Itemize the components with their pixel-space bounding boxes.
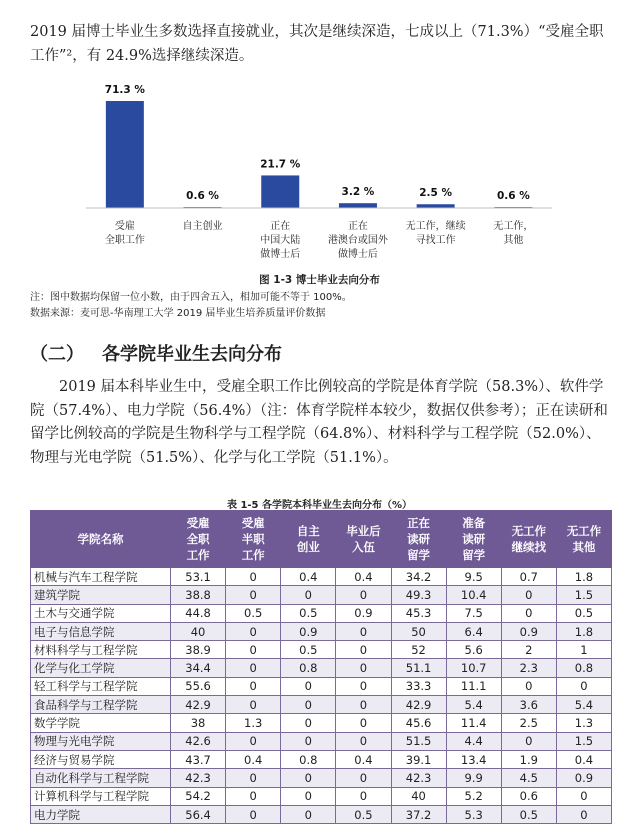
chart-data-label: 0.6 % xyxy=(496,190,530,203)
chart-note: 注：图中数据均保留一位小数，由于四舍五入，相加可能不等于 100%。 xyxy=(30,292,352,303)
percent-cell: 0 xyxy=(226,586,281,604)
college-name-cell: 自动化科学与工程学院 xyxy=(31,769,171,787)
percent-cell: 11.4 xyxy=(446,714,501,732)
percent-cell: 0 xyxy=(556,787,611,805)
column-header: 受雇 半职 工作 xyxy=(226,511,281,568)
percent-cell: 0 xyxy=(281,714,336,732)
table-row xyxy=(31,750,612,768)
chart-data-label: 3.2 % xyxy=(341,186,375,199)
column-header: 无工作 其他 xyxy=(556,511,611,568)
percent-cell: 5.4 xyxy=(446,696,501,714)
percent-cell: 0.5 xyxy=(336,805,391,823)
college-name-cell: 轻工科学与工程学院 xyxy=(31,677,171,695)
percent-cell: 43.7 xyxy=(171,750,226,768)
percent-cell: 53.1 xyxy=(171,568,226,586)
table-row xyxy=(31,568,612,586)
percent-cell: 0 xyxy=(336,769,391,787)
percent-cell: 0.5 xyxy=(501,805,556,823)
percent-cell: 0 xyxy=(226,732,281,750)
chart-bar xyxy=(261,175,299,208)
table-row xyxy=(31,604,612,622)
percent-cell: 0 xyxy=(226,787,281,805)
college-name-cell: 建筑学院 xyxy=(31,586,171,604)
percent-cell: 0.9 xyxy=(281,622,336,640)
percent-cell: 1.3 xyxy=(556,714,611,732)
college-name-cell: 电力学院 xyxy=(31,805,171,823)
section-title: 各学院毕业生去向分布 xyxy=(102,344,282,365)
percent-cell: 0.5 xyxy=(281,604,336,622)
percent-cell: 0.5 xyxy=(281,641,336,659)
percent-cell: 0 xyxy=(226,659,281,677)
chart-source: 数据来源：麦可思-华南理工大学 2019 届毕业生培养质量评价数据 xyxy=(30,308,326,319)
percent-cell: 50 xyxy=(391,622,446,640)
percent-cell: 0.5 xyxy=(556,604,611,622)
percent-cell: 39.1 xyxy=(391,750,446,768)
percent-cell: 0 xyxy=(226,677,281,695)
percent-cell: 33.3 xyxy=(391,677,446,695)
percent-cell: 51.5 xyxy=(391,732,446,750)
percent-cell: 0.9 xyxy=(501,622,556,640)
percent-cell: 5.4 xyxy=(556,696,611,714)
percent-cell: 34.2 xyxy=(391,568,446,586)
percent-cell: 0.4 xyxy=(226,750,281,768)
percent-cell: 5.6 xyxy=(446,641,501,659)
percent-cell: 0 xyxy=(336,787,391,805)
percent-cell: 38.8 xyxy=(171,586,226,604)
percent-cell: 0.4 xyxy=(336,568,391,586)
percent-cell: 1.8 xyxy=(556,622,611,640)
column-header: 无工作 继续找 xyxy=(501,511,556,568)
column-header: 准备 读研 留学 xyxy=(446,511,501,568)
section-heading xyxy=(30,340,282,366)
percent-cell: 0 xyxy=(281,787,336,805)
percent-cell: 0.4 xyxy=(336,750,391,768)
percent-cell: 0 xyxy=(336,641,391,659)
percent-cell: 2.5 xyxy=(501,714,556,732)
college-name-cell: 食品科学与工程学院 xyxy=(31,696,171,714)
percent-cell: 0 xyxy=(336,677,391,695)
percent-cell: 0 xyxy=(226,568,281,586)
percent-cell: 9.9 xyxy=(446,769,501,787)
percent-cell: 1.5 xyxy=(556,732,611,750)
column-header: 自主 创业 xyxy=(281,511,336,568)
college-name-cell: 数学学院 xyxy=(31,714,171,732)
percent-cell: 40 xyxy=(171,622,226,640)
college-name-cell: 土木与交通学院 xyxy=(31,604,171,622)
percent-cell: 0 xyxy=(501,586,556,604)
intro-paragraph: 2019 届博士毕业生多数选择直接就业，其次是继续深造，七成以上（71.3%）“受雇全职工作”²，有 24.9%选择继续深造。 xyxy=(30,24,604,64)
chart-category-label: 无工作，其他 xyxy=(493,221,534,246)
table-row xyxy=(31,696,612,714)
percent-cell: 0 xyxy=(336,622,391,640)
percent-cell: 42.6 xyxy=(171,732,226,750)
percent-cell: 0 xyxy=(281,696,336,714)
column-header: 正在 读研 留学 xyxy=(391,511,446,568)
percent-cell: 5.3 xyxy=(446,805,501,823)
college-name-cell: 计算机科学与工程学院 xyxy=(31,787,171,805)
percent-cell: 1.9 xyxy=(501,750,556,768)
percent-cell: 13.4 xyxy=(446,750,501,768)
percent-cell: 42.3 xyxy=(391,769,446,787)
college-name-cell: 经济与贸易学院 xyxy=(31,750,171,768)
percent-cell: 0 xyxy=(556,805,611,823)
chart-data-label: 71.3 % xyxy=(104,84,145,96)
college-name-cell: 材料科学与工程学院 xyxy=(31,641,171,659)
percent-cell: 0 xyxy=(336,732,391,750)
percent-cell: 42.9 xyxy=(171,696,226,714)
chart-category-label: 无工作，继续寻找工作 xyxy=(405,221,466,246)
percent-cell: 0 xyxy=(226,622,281,640)
college-destination-table xyxy=(30,510,612,824)
percent-cell: 45.3 xyxy=(391,604,446,622)
table-row xyxy=(31,805,612,823)
chart-data-label: 21.7 % xyxy=(260,158,301,171)
percent-cell: 0 xyxy=(281,769,336,787)
chart-bar xyxy=(339,203,377,208)
percent-cell: 10.4 xyxy=(446,586,501,604)
chart-data-label: 2.5 % xyxy=(419,187,453,200)
chart-category-label: 自主创业 xyxy=(182,221,223,232)
destination-bar-chart xyxy=(0,0,639,300)
percent-cell: 11.1 xyxy=(446,677,501,695)
column-header: 受雇 全职 工作 xyxy=(171,511,226,568)
percent-cell: 5.2 xyxy=(446,787,501,805)
section-paragraph: 2019 届本科毕业生中，受雇全职工作比例较高的学院是体育学院（58.3%）、软件学院（57.4%）、电力学院（56.4%）（注：体育学院样本较少，数据仅供参考）；正在读研和留学比例较高的学院是生物科学与工程学院（64.8%）、材料科学与工程学院（52.0%）、物理与光电学院（51.5%）、化学与化工学院（51.1%）。 xyxy=(30,379,608,466)
percent-cell: 51.1 xyxy=(391,659,446,677)
percent-cell: 0 xyxy=(556,677,611,695)
chart-bar xyxy=(417,204,455,208)
percent-cell: 0 xyxy=(336,659,391,677)
percent-cell: 2.3 xyxy=(501,659,556,677)
chart-category-label: 正在中国大陆做博士后 xyxy=(260,221,301,260)
table-row xyxy=(31,677,612,695)
percent-cell: 3.6 xyxy=(501,696,556,714)
percent-cell: 0 xyxy=(501,604,556,622)
percent-cell: 0 xyxy=(501,677,556,695)
percent-cell: 0.6 xyxy=(501,787,556,805)
percent-cell: 0.8 xyxy=(281,659,336,677)
college-name-cell: 物理与光电学院 xyxy=(31,732,171,750)
percent-cell: 0.4 xyxy=(281,568,336,586)
percent-cell: 4.4 xyxy=(446,732,501,750)
percent-cell: 42.3 xyxy=(171,769,226,787)
percent-cell: 4.5 xyxy=(501,769,556,787)
table-row xyxy=(31,714,612,732)
percent-cell: 0 xyxy=(336,696,391,714)
percent-cell: 0 xyxy=(281,732,336,750)
table-row xyxy=(31,586,612,604)
chart-bar xyxy=(106,101,144,208)
percent-cell: 0.5 xyxy=(226,604,281,622)
percent-cell: 0 xyxy=(281,805,336,823)
percent-cell: 45.6 xyxy=(391,714,446,732)
percent-cell: 0 xyxy=(336,586,391,604)
table-row xyxy=(31,641,612,659)
percent-cell: 10.7 xyxy=(446,659,501,677)
percent-cell: 38 xyxy=(171,714,226,732)
table-row xyxy=(31,732,612,750)
college-name-cell: 机械与汽车工程学院 xyxy=(31,568,171,586)
percent-cell: 0 xyxy=(226,769,281,787)
percent-cell: 56.4 xyxy=(171,805,226,823)
percent-cell: 0 xyxy=(226,641,281,659)
chart-title: 图 1-3 博士毕业去向分布 xyxy=(259,274,380,286)
percent-cell: 9.5 xyxy=(446,568,501,586)
percent-cell: 42.9 xyxy=(391,696,446,714)
percent-cell: 1.3 xyxy=(226,714,281,732)
percent-cell: 52 xyxy=(391,641,446,659)
percent-cell: 0.4 xyxy=(556,750,611,768)
percent-cell: 6.4 xyxy=(446,622,501,640)
percent-cell: 55.6 xyxy=(171,677,226,695)
percent-cell: 0 xyxy=(336,714,391,732)
percent-cell: 1.5 xyxy=(556,586,611,604)
percent-cell: 37.2 xyxy=(391,805,446,823)
percent-cell: 7.5 xyxy=(446,604,501,622)
chart-category-label: 受雇全职工作 xyxy=(104,221,145,246)
section-number: （二） xyxy=(30,344,84,365)
table-row xyxy=(31,622,612,640)
table-row xyxy=(31,769,612,787)
percent-cell: 34.4 xyxy=(171,659,226,677)
percent-cell: 40 xyxy=(391,787,446,805)
college-name-cell: 化学与化工学院 xyxy=(31,659,171,677)
column-header-college: 学院名称 xyxy=(31,511,171,568)
percent-cell: 0 xyxy=(226,805,281,823)
chart-data-label: 0.6 % xyxy=(186,190,219,203)
college-name-cell: 电子与信息学院 xyxy=(31,622,171,640)
percent-cell: 0 xyxy=(281,677,336,695)
table-row xyxy=(31,659,612,677)
table-row xyxy=(31,787,612,805)
table-title: 表 1-5 各学院本科毕业生去向分布（%） xyxy=(226,500,413,511)
percent-cell: 1.8 xyxy=(556,568,611,586)
percent-cell: 2 xyxy=(501,641,556,659)
chart-category-label: 正在港澳台或国外做博士后 xyxy=(327,221,388,260)
percent-cell: 54.2 xyxy=(171,787,226,805)
percent-cell: 0 xyxy=(281,586,336,604)
percent-cell: 0.9 xyxy=(556,769,611,787)
column-header: 毕业后 入伍 xyxy=(336,511,391,568)
percent-cell: 0 xyxy=(226,696,281,714)
percent-cell: 0.8 xyxy=(281,750,336,768)
percent-cell: 0.8 xyxy=(556,659,611,677)
percent-cell: 38.9 xyxy=(171,641,226,659)
table-header-row xyxy=(31,511,612,568)
percent-cell: 49.3 xyxy=(391,586,446,604)
percent-cell: 44.8 xyxy=(171,604,226,622)
percent-cell: 0.7 xyxy=(501,568,556,586)
percent-cell: 0 xyxy=(501,732,556,750)
percent-cell: 0.9 xyxy=(336,604,391,622)
percent-cell: 1 xyxy=(556,641,611,659)
